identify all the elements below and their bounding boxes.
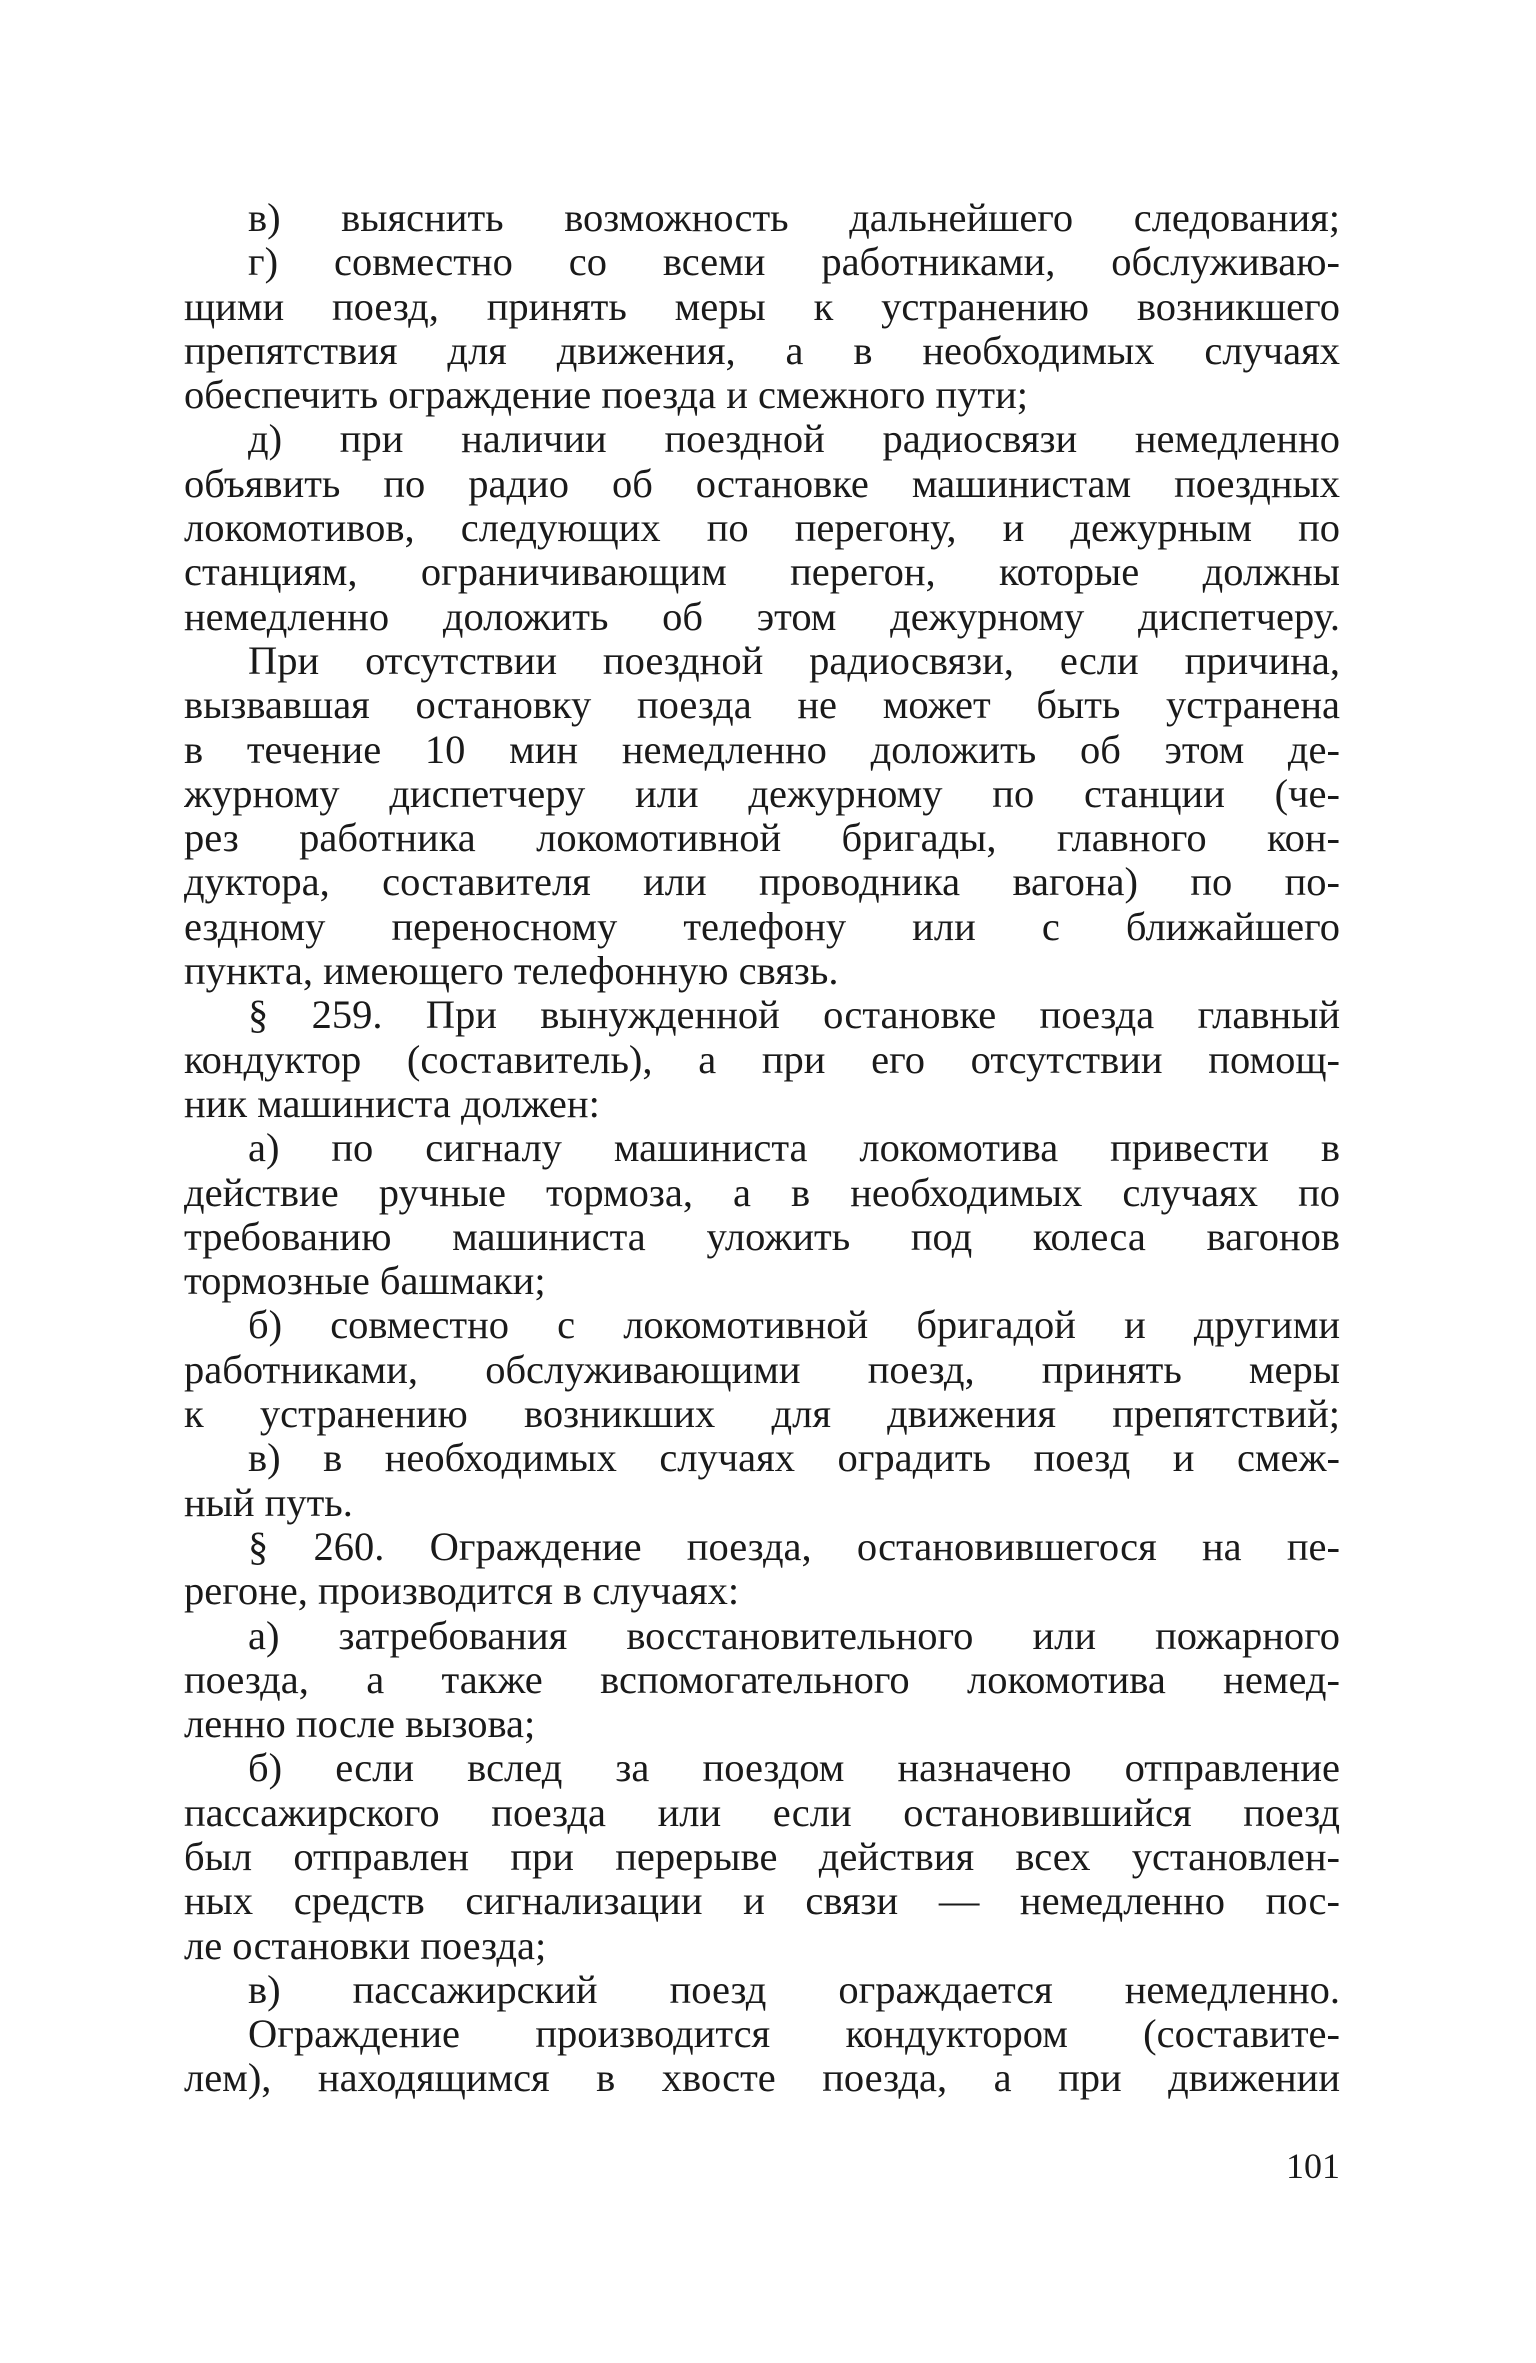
text-line: кондуктор (составитель), а при его отсутствии помощ- [184, 1037, 1340, 1082]
text-line: ный путь. [184, 1480, 353, 1525]
text-line: объявить по радио об остановке машинистам поездных [184, 461, 1340, 506]
text-line: станциям, ограничивающим перегон, которые должны [184, 550, 1340, 595]
text-line: к устранению возникших для движения препятствий; [184, 1392, 1340, 1437]
text-line: г) совместно со всеми работниками, обслуживаю- [248, 240, 1340, 285]
text-line: б) совместно с локомотивной бригадой и другими [248, 1303, 1340, 1348]
text-line: препятствия для движения, а в необходимых случаях [184, 328, 1340, 373]
text-line: ник машиниста должен: [184, 1081, 600, 1126]
text-line: журному диспетчеру или дежурному по станции (че- [184, 771, 1340, 816]
text-line: щими поезд, принять меры к устранению возникшего [184, 284, 1340, 329]
text-line: ленно после вызова; [184, 1702, 536, 1747]
text-line: рез работника локомотивной бригады, главного кон- [184, 816, 1340, 861]
text-line: в) пассажирский поезд ограждается немедленно. [248, 1967, 1340, 2012]
text-line: в) выяснить возможность дальнейшего следования; [248, 196, 1340, 240]
text-line: в течение 10 мин немедленно доложить об этом де- [184, 727, 1340, 772]
text-line: регоне, производится в случаях: [184, 1569, 740, 1614]
text-line: пассажирского поезда или если остановившийся поезд [184, 1790, 1340, 1835]
page-number: 101 [1286, 2146, 1340, 2186]
text-line: дуктора, составителя или проводника вагона) по по- [184, 860, 1340, 905]
text-line: б) если вслед за поездом назначено отправление [248, 1746, 1340, 1791]
text-line: а) затребования восстановительного или пожарного [248, 1613, 1340, 1658]
text-line: был отправлен при перерыве действия всех установлен- [184, 1834, 1340, 1879]
text-line: ных средств сигнализации и связи — немедленно пос- [184, 1879, 1340, 1924]
text-line: требованию машиниста уложить под колеса вагонов [184, 1214, 1340, 1259]
text-line: Ограждение производится кондуктором (составите- [248, 2012, 1340, 2057]
text-body [184, 196, 1340, 2101]
text-line: действие ручные тормоза, а в необходимых случаях по [184, 1170, 1340, 1215]
text-line: ездному переносному телефону или с ближайшего [184, 904, 1340, 949]
text-line: § 259. При вынужденной остановке поезда главный [248, 993, 1340, 1038]
text-line: обеспечить ограждение поезда и смежного пути; [184, 373, 1029, 418]
text-line: ле остановки поезда; [184, 1923, 547, 1968]
text-line: д) при наличии поездной радиосвязи немедленно [248, 417, 1340, 462]
text-line: вызвавшая остановку поезда не может быть устранена [184, 683, 1340, 728]
text-line: При отсутствии поездной радиосвязи, если причина, [248, 638, 1340, 683]
text-line: немедленно доложить об этом дежурному диспетчеру. [184, 594, 1340, 639]
document-page [184, 196, 1340, 2101]
text-line: локомотивов, следующих по перегону, и дежурным по [184, 506, 1340, 551]
text-line: в) в необходимых случаях оградить поезд и смеж- [248, 1436, 1340, 1481]
text-line: работниками, обслуживающими поезд, принять меры [184, 1347, 1340, 1392]
text-line: поезда, а также вспомогательного локомотива немед- [184, 1657, 1340, 1702]
text-line: пункта, имеющего телефонную связь. [184, 949, 839, 994]
text-line: лем), находящимся в хвосте поезда, а при движении [184, 2056, 1340, 2101]
text-line: § 260. Ограждение поезда, остановившегося на пе- [248, 1524, 1340, 1569]
text-line: а) по сигналу машиниста локомотива привести в [248, 1126, 1340, 1171]
text-line: тормозные башмаки; [184, 1259, 546, 1304]
